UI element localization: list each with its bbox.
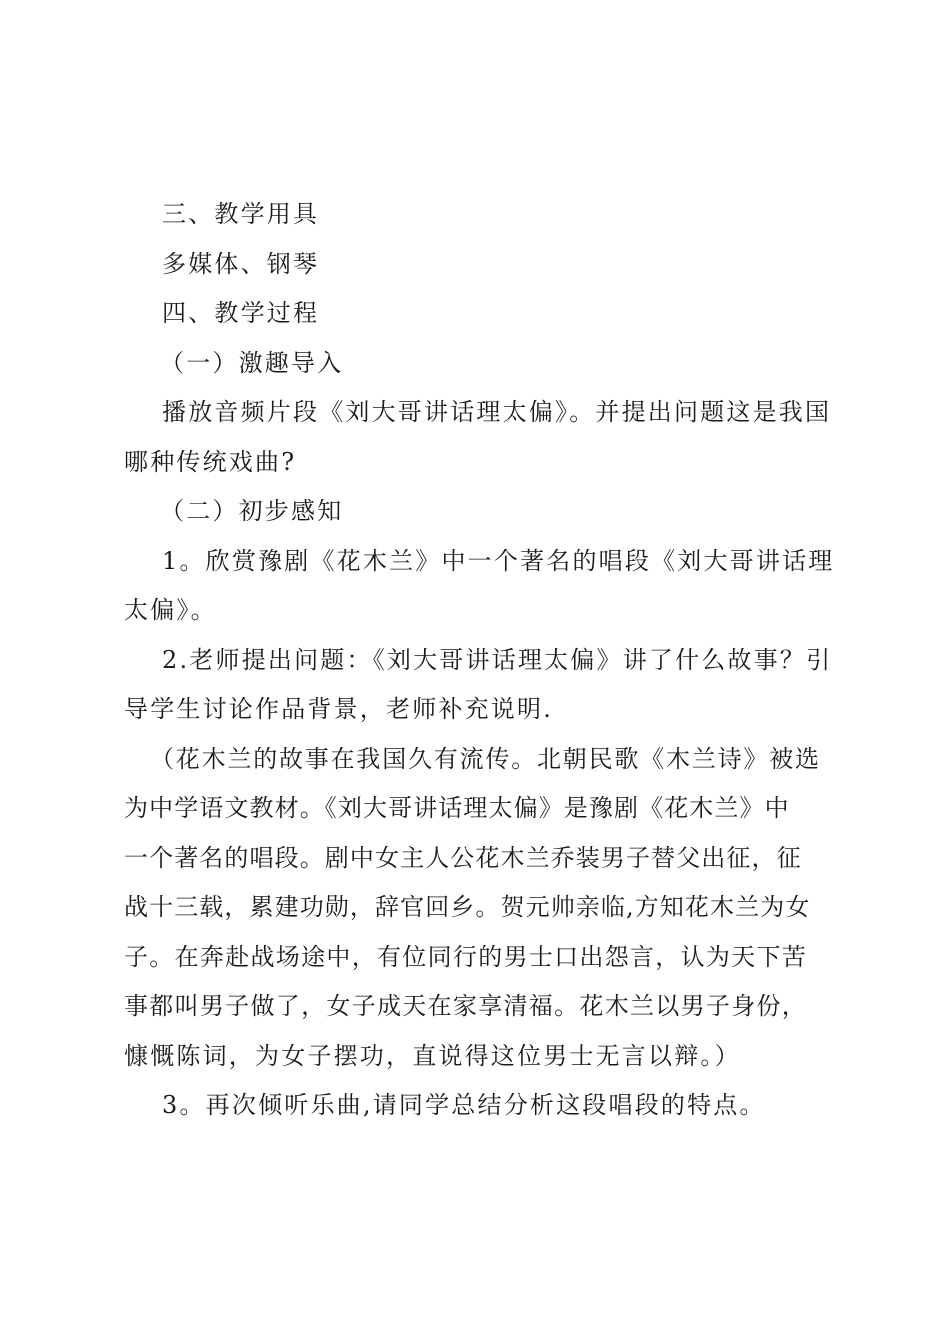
teaching-tools-list: 多媒体、钢琴 (162, 250, 320, 278)
subheading-perception: （二）初步感知 (160, 497, 344, 525)
note-line-7: 慷慨陈词，为女子摆功，直说得这位男士无言以辩。） (124, 1042, 741, 1070)
item-1-line-1: 1。欣赏豫剧《花木兰》中一个著名的唱段《刘大哥讲话理 (162, 547, 835, 575)
note-line-2: 为中学语文教材。《刘大哥讲话理太偏》是豫剧《花木兰》中 (124, 794, 790, 822)
item-1-line-2: 太偏》。 (124, 596, 217, 624)
item-3-line-1: 3。再次倾听乐曲,请同学总结分析这段唱段的特点。 (162, 1091, 766, 1119)
item-2-line-2: 导学生讨论作品背景，老师补充说明. (124, 695, 554, 723)
heading-teaching-tools: 三、教学用具 (162, 200, 320, 228)
note-line-1: （花木兰的故事在我国久有流传。北朝民歌《木兰诗》被选 (150, 745, 821, 773)
paragraph-intro-line-1: 播放音频片段《刘大哥讲话理太偏》。并提出问题这是我国 (162, 398, 832, 426)
subheading-intro: （一）激趣导入 (160, 349, 344, 377)
item-2-line-1: 2.老师提出问题：《刘大哥讲话理太偏》讲了什么故事？引 (162, 646, 833, 674)
note-line-6: 事都叫男子做了，女子成天在家享清福。花木兰以男子身份， (124, 992, 808, 1020)
note-line-3: 一个著名的唱段。剧中女主人公花木兰乔装男子替父出征，征 (124, 844, 802, 872)
note-line-5: 子。在奔赴战场途中，有位同行的男士口出怨言，认为天下苦 (124, 943, 808, 971)
paragraph-intro-line-2: 哪种传统戏曲? (124, 448, 297, 476)
note-line-4: 战十三载，累建功勋，辞官回乡。贺元帅亲临,方知花木兰为女 (124, 893, 811, 921)
heading-teaching-process: 四、教学过程 (162, 299, 320, 327)
